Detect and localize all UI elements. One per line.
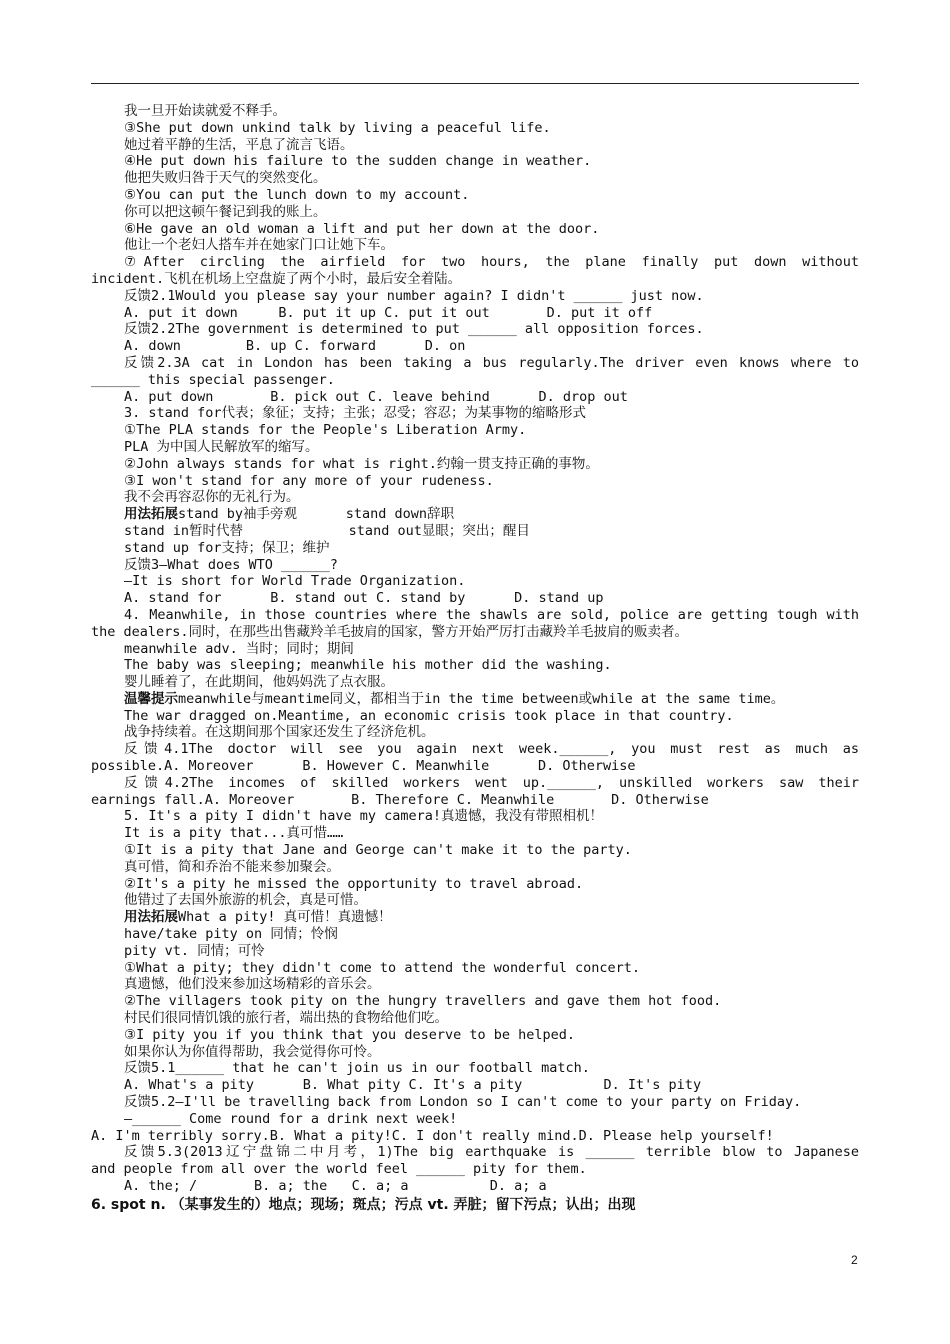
text-line: ③She put down unkind talk by living a peaceful life.	[124, 119, 551, 136]
text-line: A. down B. up C. forward D. on	[124, 338, 466, 355]
text-line: —It is short for World Trade Organization.	[124, 573, 466, 590]
text-line: ______ this special passenger.	[91, 371, 335, 388]
text-line: 如果你认为你值得帮助，我会觉得你可怜。	[124, 1043, 381, 1060]
text-line: 我一旦开始读就爱不释手。	[124, 103, 286, 119]
text-line: 反馈4.2The incomes of skilled workers went up.______, unskilled workers saw their	[124, 774, 859, 791]
bold-label: 用法拓展	[124, 506, 178, 523]
text-line: meanwhile adv. 当时；同时；期间	[124, 640, 354, 657]
text-line: 婴儿睡着了，在此期间，他妈妈洗了点衣服。	[124, 674, 394, 691]
text-line: 温馨提示meanwhile与meantime同义，都相当于in the time between或while at the same time。	[124, 690, 785, 707]
text-line: ①The PLA stands for the People's Liberation Army.	[124, 422, 527, 439]
document-body	[91, 103, 859, 1214]
text-line: 战争持续着。在这期间那个国家还发生了经济危机。	[124, 724, 435, 741]
text-line: A. What's a pity B. What pity C. It's a pity D. It's pity	[124, 1077, 702, 1094]
text-line: 反馈4.1The doctor will see you again next week.______, you must rest as much as	[124, 741, 859, 758]
text-line: incident.飞机在机场上空盘旋了两个小时，最后安全着陆。	[91, 270, 462, 287]
text-line: 3. stand for代表；象征；支持；主张；忍受；容忍；为某事物的缩略形式	[124, 405, 587, 422]
text-line: ⑤You can put the lunch down to my account.	[124, 186, 470, 203]
text-line: PLA 为中国人民解放军的缩写。	[124, 438, 319, 455]
text-line: 真遗憾，他们没来参加这场精彩的音乐会。	[124, 976, 381, 993]
text-line: stand up for支持；保卫；维护	[124, 539, 330, 556]
text-line: ⑥He gave an old woman a lift and put her down at the door.	[124, 220, 600, 237]
text-line: 他错过了去国外旅游的机会，真是可惜。	[124, 892, 367, 909]
text-line: earnings fall.A. Moreover B. Therefore C. Meanwhile D. Otherwise	[91, 791, 709, 808]
text-line: 村民们很同情饥饿的旅行者，端出热的食物给他们吃。	[124, 1010, 448, 1027]
text-line: A. put down B. pick out C. leave behind D. drop out	[124, 388, 628, 405]
text-line: The war dragged on.Meantime, an economic crisis took place in that country.	[124, 707, 734, 724]
text-line: 4. Meanwhile, in those countries where the shawls are sold, police are getting tough with	[124, 606, 859, 623]
text-line: 反馈5.3(2013辽宁盘锦二中月考，1)The big earthquake is ______ terrible blow to Japanese	[124, 1144, 859, 1161]
text-line: 反馈2.1Would you please say your number again? I didn't ______ just now.	[124, 287, 704, 304]
header-rule	[91, 83, 859, 84]
text-line: ②John always stands for what is right.约翰一贯支持正确的事物。	[124, 455, 599, 472]
text-line: 真可惜，简和乔治不能来参加聚会。	[124, 858, 340, 875]
text-line: 你可以把这顿午餐记到我的账上。	[124, 203, 327, 220]
text-line: ②It's a pity he missed the opportunity to travel abroad.	[124, 875, 584, 892]
text-line: 反馈2.2The government is determined to put ______ all opposition forces.	[124, 321, 704, 338]
text-line: ④He put down his failure to the sudden change in weather.	[124, 153, 592, 170]
text-line: A. I'm terribly sorry.B. What a pity!C. I don't really mind.D. Please help yourself!	[91, 1127, 774, 1144]
text-line: 反馈3—What does WTO ______?	[124, 556, 338, 573]
text-lines	[91, 103, 859, 1195]
text-line: ②The villagers took pity on the hungry travellers and gave them hot food.	[124, 993, 722, 1010]
text-line: 反馈2.3A cat in London has been taking a bus regularly.The driver even knows where to	[124, 354, 859, 371]
text-line: It is a pity that...真可惜……	[124, 825, 344, 842]
text-line: 5. It's a pity I didn't have my camera!真遗憾，我没有带照相机！	[124, 808, 603, 825]
text-line: 我不会再容忍你的无礼行为。	[124, 489, 300, 506]
text-line: 用法拓展What a pity! 真可惜！真遗憾！	[124, 909, 392, 926]
text-line: ①It is a pity that Jane and George can't make it to the party.	[124, 842, 632, 859]
bold-label: 温馨提示	[124, 690, 178, 707]
text-line: A. stand for B. stand out C. stand by D. stand up	[124, 590, 604, 607]
text-line: possible.A. Moreover B. However C. Meanwhile D. Otherwise	[91, 758, 636, 775]
text-line: pity vt. 同情；可怜	[124, 942, 265, 959]
page-number: 2	[851, 1253, 858, 1267]
text-line: 她过着平静的生活，平息了流言飞语。	[124, 136, 354, 153]
text-line: ①What a pity; they didn't come to attend the wonderful concert.	[124, 959, 641, 976]
text-line: and people from all over the world feel ______ pity for them.	[91, 1161, 587, 1178]
bold-label: 用法拓展	[124, 909, 178, 926]
text-line: ③I won't stand for any more of your rudeness.	[124, 472, 494, 489]
text-line: ⑦After circling the airfield for two hours, the plane finally put down without	[124, 254, 859, 271]
text-line: 反馈5.2—I'll be travelling back from London so I can't come to your party on Friday.	[124, 1094, 802, 1111]
text-line: —______ Come round for a drink next week!	[124, 1110, 458, 1127]
text-line: A. put it down B. put it up C. put it out D. put it off	[124, 304, 653, 321]
text-line: have/take pity on 同情；怜悯	[124, 926, 338, 943]
text-line: ③I pity you if you think that you deserve to be helped.	[124, 1026, 575, 1043]
text-line: 用法拓展stand by袖手旁观 stand down辞职	[124, 506, 455, 523]
text-line: The baby was sleeping; meanwhile his mother did the washing.	[124, 657, 612, 674]
section-6-heading: 6. spot n. （某事发生的）地点；现场；斑点；污点 vt. 弄脏；留下污点；认出；出现	[91, 1196, 636, 1213]
text-line: the dealers.同时，在那些出售藏羚羊毛披肩的国家，警方开始严厉打击藏羚羊毛披肩的贩卖者。	[91, 623, 689, 640]
text-line: 他把失败归咎于天气的突然变化。	[124, 170, 327, 187]
text-line: stand in暂时代替 stand out显眼；突出；醒目	[124, 522, 530, 539]
text-line: 他让一个老妇人搭车并在她家门口让她下车。	[124, 237, 394, 254]
text-line: 反馈5.1______ that he can't join us in our football match.	[124, 1060, 590, 1077]
text-line: A. the; / B. a; the C. a; a D. a; a	[124, 1178, 547, 1194]
